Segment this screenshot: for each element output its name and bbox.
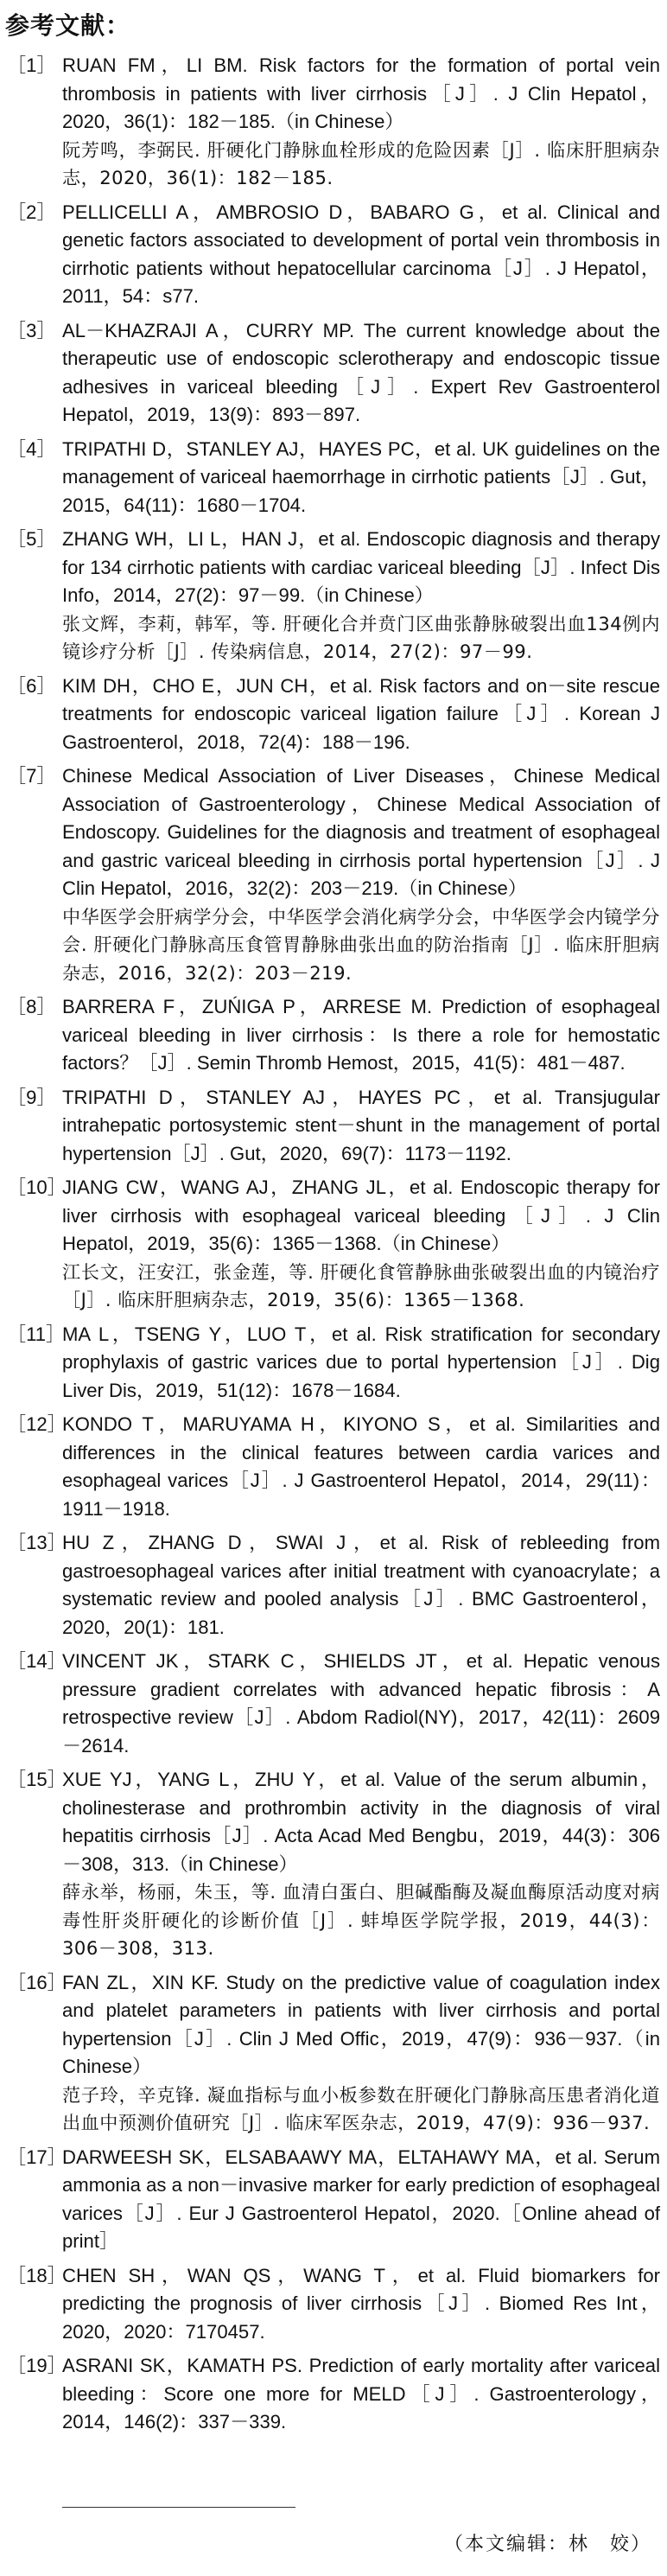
reference-number: ［8］ <box>7 996 56 1017</box>
reference-number: ［6］ <box>7 674 56 697</box>
editor-note: （本文编辑：林 姣） <box>443 2534 651 2555</box>
reference-text: DARWEESH SK，ELSABAAWY MA，ELTAHAWY MA，et al. Serum ammonia as a non－invasive marker for early prediction of esophageal varices［J］. Eur J Gastroenterol Hepatol，2020.［Online ahead of print］ <box>62 2146 660 2252</box>
reference-item <box>0 1648 667 1760</box>
reference-text: ASRANI SK，KAMATH PS. Prediction of early mortality after variceal bleeding：Score one more for MELD［J］. Gastroenterology，2014，146(2)：337－339. <box>62 2355 660 2433</box>
reference-text: HU Z，ZHANG D，SWAI J，et al. Risk of rebleeding from gastroesophageal varices after initial treatment with cyanoacrylate；a systematic review and pooled analysis［J］. BMC Gastroenterol，2020，20(1)：181. <box>62 1532 660 1638</box>
reference-text: MA L，TSENG Y，LUO T，et al. Risk stratification for secondary prophylaxis of gastric varices due to portal hypertension［J］. Dig Liver Dis，2019，51(12)：1678－1684. <box>62 1323 660 1401</box>
reference-item <box>0 1766 667 1963</box>
reference-text-chinese: 薛永举，杨丽，朱玉，等. 血清白蛋白、胆碱酯酶及凝血酶原活动度对病毒性肝炎肝硬化的诊断价值［J］. 蚌埠医学院学报，2019，44(3)：306－308，313. <box>62 1881 660 1959</box>
reference-text: KONDO T，MARUYAMA H，KIYONO S，et al. Similarities and differences in the clinical features between cardia varices and esophageal varices［J］. J Gastroenterol Hepatol，2014，29(11)：1911－1918. <box>62 1413 660 1520</box>
reference-item <box>0 993 667 1078</box>
reference-number: ［19］ <box>7 2355 67 2376</box>
reference-text: ZHANG WH，LI L，HAN J，et al. Endoscopic diagnosis and therapy for 134 cirrhotic patients with cardiac variceal bleeding［J］. Infect Dis Info，2014，27(2)：97－99.（in Chinese） <box>62 528 660 606</box>
reference-item <box>0 436 667 520</box>
reference-text: BARRERA F，ZUŃIGA P，ARRESE M. Prediction of esophageal variceal bleeding in liver cirrhosis：Is there a role for hemostatic factors？［J］. Semin Thromb Hemost，2015，41(5)：481－487. <box>62 996 660 1074</box>
footer-rule <box>62 2507 295 2508</box>
reference-number: ［12］ <box>7 1413 67 1435</box>
reference-text: FAN ZL，XIN KF. Study on the predictive value of coagulation index and platelet parameters in patients with liver cirrhosis and portal hypertension［J］. Clin J Med Offic，2019，47(9)：936－937.（in Chinese） <box>62 1971 660 2077</box>
references-heading: 参考文献： <box>5 11 131 40</box>
reference-item <box>0 317 667 430</box>
reference-item <box>0 1529 667 1642</box>
reference-number: ［11］ <box>7 1323 66 1345</box>
reference-number: ［1］ <box>7 54 56 76</box>
reference-text: Chinese Medical Association of Liver Diseases，Chinese Medical Association of Gastroenterology，Chinese Medical Association of Endoscopy. Guidelines for the diagnosis and treatment of esophageal and gastric variceal bleeding in cirrhosis portal hypertension［J］. J Clin Hepatol，2016，32(2)：203－219.（in Chinese） <box>62 765 660 899</box>
reference-number: ［15］ <box>7 1769 67 1790</box>
reference-text-chinese: 范子玲，辛克锋. 凝血指标与血小板参数在肝硬化门静脉高压患者消化道出血中预测价值研究［J］. 临床军医杂志，2019，47(9)：936－937. <box>62 2083 660 2133</box>
reference-text: TRIPATHI D，STANLEY AJ，HAYES PC，et al. Transjugular intrahepatic portosystemic stent－shunt in the management of portal hypertension［J］. Gut，2020，69(7)：1173－1192. <box>62 1086 660 1164</box>
reference-number: ［5］ <box>7 528 56 550</box>
reference-text: RUAN FM，LI BM. Risk factors for the formation of portal vein thrombosis in patients with liver cirrhosis［J］. J Clin Hepatol，2020，36(1)：182－185.（in Chinese） <box>62 54 660 132</box>
reference-number: ［14］ <box>7 1650 67 1672</box>
reference-item <box>0 1174 667 1315</box>
reference-list <box>0 52 667 2443</box>
reference-text: AL－KHAZRAJI A，CURRY MP. The current knowledge about the therapeutic use of endoscopic sclerotherapy and endoscopic tissue adhesives in variceal bleeding［J］. Expert Rev Gastroenterol Hepatol，2019，13(9)：893－897. <box>62 319 660 425</box>
reference-number: ［17］ <box>7 2146 67 2168</box>
reference-item <box>0 2352 667 2437</box>
reference-text: KIM DH，CHO E，JUN CH，et al. Risk factors and on－site rescue treatments for endoscopic variceal ligation failure［J］. Korean J Gastroenterol，2018，72(4)：188－196. <box>62 674 660 753</box>
reference-text: TRIPATHI D，STANLEY AJ，HAYES PC，et al. UK guidelines on the management of variceal haemorrhage in cirrhotic patients［J］. Gut，2015，64(11)：1680－1704. <box>62 437 660 516</box>
reference-item <box>0 1321 667 1406</box>
reference-item <box>0 762 667 987</box>
reference-text: CHEN SH，WAN QS，WANG T，et al. Fluid biomarkers for predicting the prognosis of liver cirrhosis［J］. Biomed Res Int，2020，2020：7170457. <box>62 2264 660 2343</box>
reference-number: ［10］ <box>7 1176 67 1198</box>
reference-number: ［4］ <box>7 437 56 460</box>
reference-text: PELLICELLI A，AMBROSIO D，BABARO G，et al. Clinical and genetic factors associated to development of portal vein thrombosis in cirrhotic patients without hepatocellular carcinoma［J］. J Hepatol，2011，54：s77. <box>62 201 660 307</box>
reference-number: ［18］ <box>7 2264 67 2286</box>
reference-item <box>0 2144 667 2256</box>
reference-item <box>0 1084 667 1169</box>
reference-number: ［7］ <box>7 765 56 787</box>
reference-item <box>0 1969 667 2138</box>
reference-text-chinese: 中华医学会肝病学分会，中华医学会消化病学分会，中华医学会内镜学分会. 肝硬化门静脉高压食管胃静脉曲张出血的防治指南［J］. 临床肝胆病杂志，2016，32(2)：203－219. <box>62 905 660 984</box>
reference-item <box>0 673 667 757</box>
reference-item <box>0 2262 667 2347</box>
reference-item <box>0 199 667 311</box>
reference-text: JIANG CW，WANG AJ，ZHANG JL，et al. Endoscopic therapy for liver cirrhosis with esophageal variceal bleeding［J］. J Clin Hepatol，2019，35(6)：1365－1368.（in Chinese） <box>62 1176 660 1254</box>
reference-number: ［13］ <box>7 1532 67 1553</box>
reference-text-chinese: 江长文，汪安江，张金莲，等. 肝硬化食管静脉曲张破裂出血的内镜治疗［J］. 临床肝胆病杂志，2019，35(6)：1365－1368. <box>62 1260 660 1310</box>
reference-number: ［9］ <box>7 1086 56 1108</box>
reference-item <box>0 526 667 666</box>
reference-item <box>0 1411 667 1523</box>
reference-number: ［3］ <box>7 319 56 341</box>
reference-text: VINCENT JK，STARK C，SHIELDS JT，et al. Hepatic venous pressure gradient correlates with advanced hepatic fibrosis：A retrospective review［J］. Abdom Radiol(NY)，2017，42(11)：2609－2614. <box>62 1650 660 1757</box>
reference-number: ［16］ <box>7 1971 67 1993</box>
reference-number: ［2］ <box>7 201 56 223</box>
reference-text-chinese: 阮芳鸣，李弼民. 肝硬化门静脉血栓形成的危险因素［J］. 临床肝胆病杂志，2020，36(1)：182－185. <box>62 138 660 188</box>
reference-text: XUE YJ，YANG L，ZHU Y，et al. Value of the serum albumin，cholinesterase and prothrombin activity in the diagnosis of viral hepatitis cirrhosis［J］. Acta Acad Med Bengbu，2019，44(3)：306－308，313.（in Chinese） <box>62 1769 660 1875</box>
reference-text-chinese: 张文辉，李莉，韩军，等. 肝硬化合并贲门区曲张静脉破裂出血134例内镜诊疗分析［J］. 传染病信息，2014，27(2)：97－99. <box>62 612 660 662</box>
reference-item <box>0 52 667 193</box>
